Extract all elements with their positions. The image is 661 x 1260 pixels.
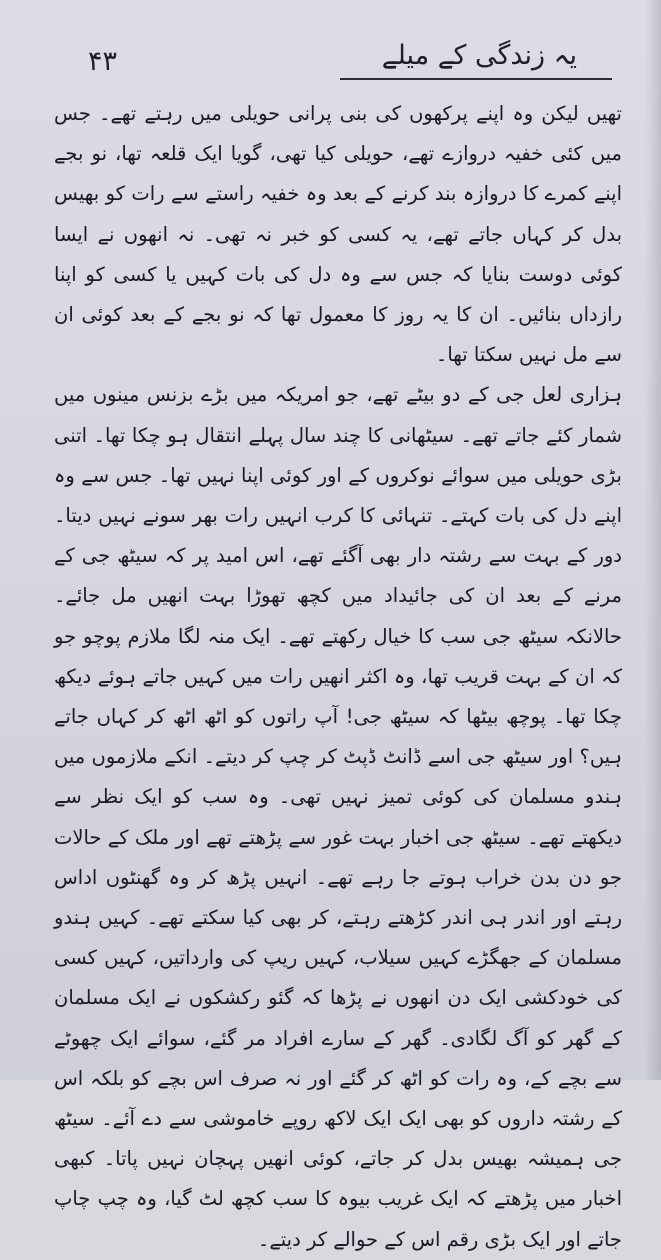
- paragraph-1: تھیں لیکن وہ اپنے پرکھوں کی بنی پرانی حویلی میں رہتے تھے۔ جس میں کئی خفیہ دروازے تھے، حویلی کیا تھی، گویا ایک قلعہ تھا، نو بجے اپنے کمرے کا دروازہ بند کرنے کے بعد وہ خفیہ راستے سے رات کو بھیس بدل کر کہاں جاتے تھے، یہ کسی کو خبر نہ تھی۔ نہ انھوں نے ایسا کوئی دوست بنایا کہ جس سے وہ دل کی بات کہیں یا کسی کو اپنا رازداں بنائیں۔ ان کا یہ روز کا معمول تھا کہ نو بجے کے بعد کوئی ان سے مل نہیں سکتا تھا۔: [54, 102, 622, 367]
- page-number: ۴۳: [88, 46, 118, 77]
- page-edge-shadow: [645, 0, 661, 1080]
- header-rule: [340, 78, 612, 80]
- body-text: [54, 94, 622, 1260]
- paragraph-2: ہزاری لعل جی کے دو بیٹے تھے، جو امریکہ میں بڑے بزنس مینوں میں شمار کئے جاتے تھے۔ سیٹھانی کا چند سال پہلے انتقال ہو چکا تھا۔ اتنی بڑی حویلی میں سوائے نوکروں کے اور کوئی اپنا نہیں تھا۔ جس سے وہ اپنے دل کی بات کہتے۔ تنہائی کا کرب انہیں رات بھر سونے نہیں دیتا۔ دور کے بہت سے رشتہ دار بھی آگئے تھے، اس امید پر کہ سیٹھ جی کے مرنے کے بعد ان کی جائیداد میں کچھ تھوڑا بہت انھیں مل جائے۔ حالانکہ سیٹھ جی سب کا خیال رکھتے تھے۔ ایک منہ لگا ملازم پوچو جو کہ ان کے بہت قریب تھا، وہ اکثر انھیں رات میں کہیں جاتے ہوئے دیکھ چکا تھا۔ پوچھ بیٹھا کہ سیٹھ جی! آپ راتوں کو اٹھ اٹھ کر کہاں جاتے ہیں؟ اور سیٹھ جی اسے ڈانٹ ڈپٹ کر چپ کر دیتے۔ انکے ملازموں میں ہندو مسلمان کی کوئی تمیز نہیں تھی۔ وہ سب کو ایک نظر سے دیکھتے تھے۔ سیٹھ جی اخبار بہت غور سے پڑھتے تھے اور ملک کے حالات جو دن بدن خراب ہوتے جا رہے تھے۔ انہیں پڑھ کر وہ گھنٹوں اداس رہتے اور اندر ہی اندر کڑھتے رہتے، کر بھی کیا سکتے تھے۔ کہیں ہندو مسلمان کے جھگڑے کہیں سیلاب، کہیں ریپ کی وارداتیں، کہیں کسی کی خودکشی ایک دن انھوں نے پڑھا کہ گئو رکشکوں نے ایک مسلمان کے گھر کو آگ لگادی۔ گھر کے سارے افراد مر گئے، سوائے ایک چھوٹے سے بچے کے، وہ رات کو اٹھ کر گئے اور نہ صرف اس بچے کو بلکہ اس کے رشتہ داروں کو بھی ایک ایک لاکھ روپے خاموشی سے دے آئے۔ سیٹھ جی ہمیشہ بھیس بدل کر جاتے، کوئی انھیں پہچان نہیں پاتا۔ کبھی اخبار میں پڑھتے کہ ایک غریب بیوہ کا سب کچھ لٹ گیا، وہ چپ چاپ جاتے اور ایک بڑی رقم اس کے حوالے کر دیتے۔: [54, 383, 622, 1251]
- running-title: یہ زندگی کے میلے: [381, 40, 577, 71]
- page-header: [0, 30, 661, 90]
